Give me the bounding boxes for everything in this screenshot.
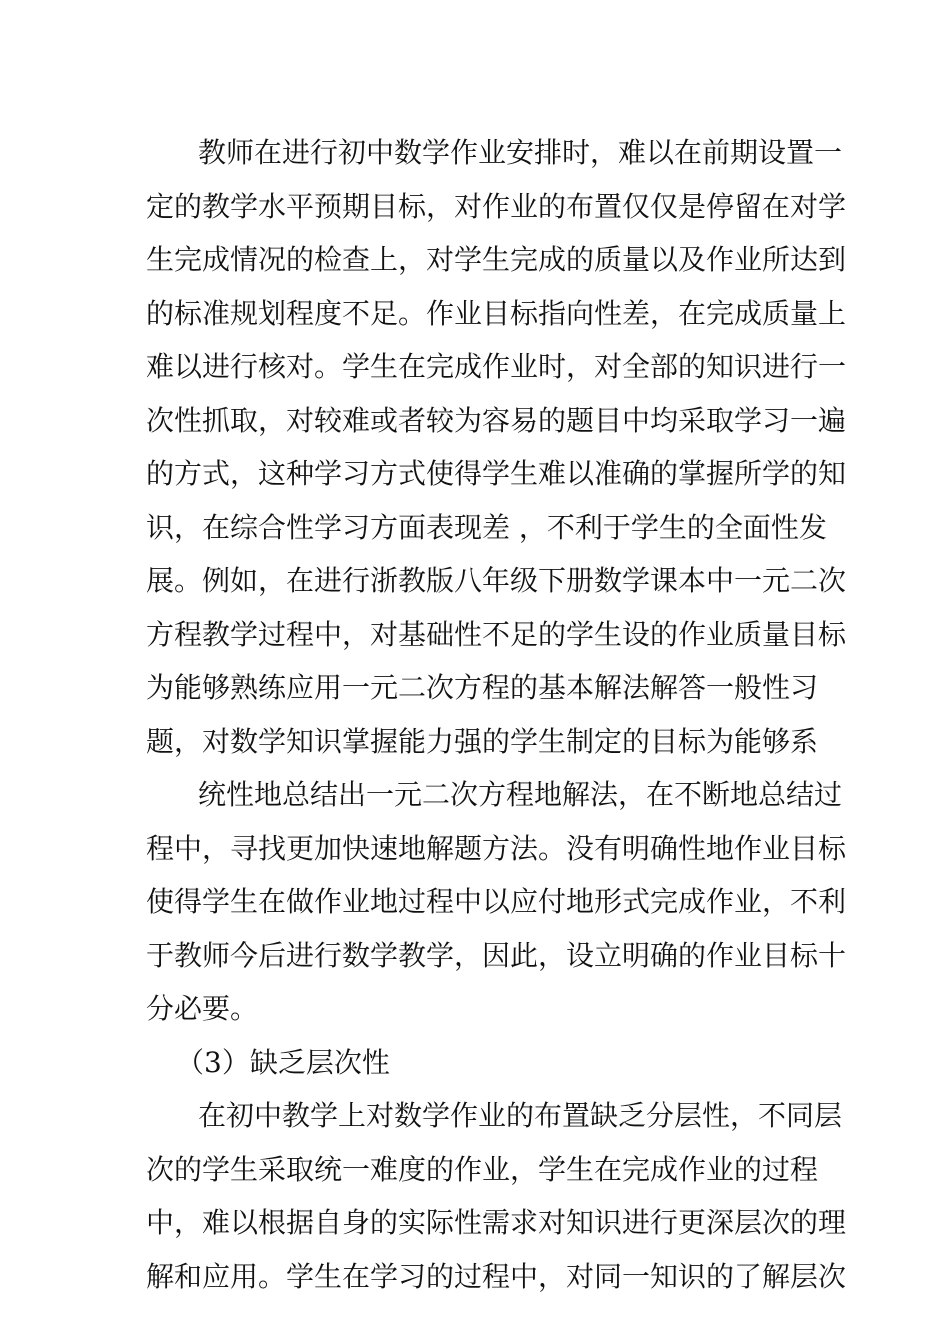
text-line: 难以进行核对。学生在完成作业时，对全部的知识进行一 <box>146 350 847 383</box>
text-line: 为能够熟练应用一元二次方程的基本解法解答一般性习 <box>146 671 819 704</box>
text-line: 程中，寻找更加快速地解题方法。没有明确性地作业目标 <box>146 831 847 865</box>
section-heading: （3）缺乏层次性 <box>176 1045 390 1079</box>
text-line: 方程教学过程中，对基础性不足的学生设的作业质量目标 <box>146 617 847 651</box>
text-line: 次性抓取，对较难或者较为容易的题目中均采取学习一遍 <box>146 403 847 437</box>
text-line: 中，难以根据自身的实际性需求对知识进行更深层次的理 <box>146 1206 847 1239</box>
text-line: 识，在综合性学习方面表现差 ，不利于学生的全面性发 <box>146 510 827 544</box>
text-line: 生完成情况的检查上，对学生完成的质量以及作业所达到 <box>146 243 847 276</box>
text-line: 展。例如，在进行浙教版八年级下册数学课本中一元二次 <box>146 564 847 597</box>
text-line: 于教师今后进行数学教学，因此，设立明确的作业目标十 <box>146 938 847 972</box>
text-line: 解和应用。学生在学习的过程中，对同一知识的了解层次 <box>146 1259 847 1293</box>
text-line: 的标准规划程度不足。作业目标指向性差，在完成质量上 <box>146 296 847 330</box>
text-line: 题，对数学知识掌握能力强的学生制定的目标为能够系 <box>146 724 819 758</box>
text-line: 的方式，这种学习方式使得学生难以准确的掌握所学的知 <box>146 457 847 490</box>
body-text <box>146 126 847 1303</box>
text-line: 使得学生在做作业地过程中以应付地形式完成作业，不利 <box>146 885 847 918</box>
text-line: 教师在进行初中数学作业安排时，难以在前期设置一 <box>198 136 843 169</box>
text-line: 定的教学水平预期目标，对作业的布置仅仅是停留在对学 <box>146 189 847 223</box>
text-line: 次的学生采取统一难度的作业，学生在完成作业的过程 <box>146 1152 819 1186</box>
text-line: 统性地总结出一元二次方程地解法，在不断地总结过 <box>198 778 843 811</box>
text-line: 分必要。 <box>146 992 259 1025</box>
text-line: 在初中教学上对数学作业的布置缺乏分层性，不同层 <box>198 1099 843 1132</box>
